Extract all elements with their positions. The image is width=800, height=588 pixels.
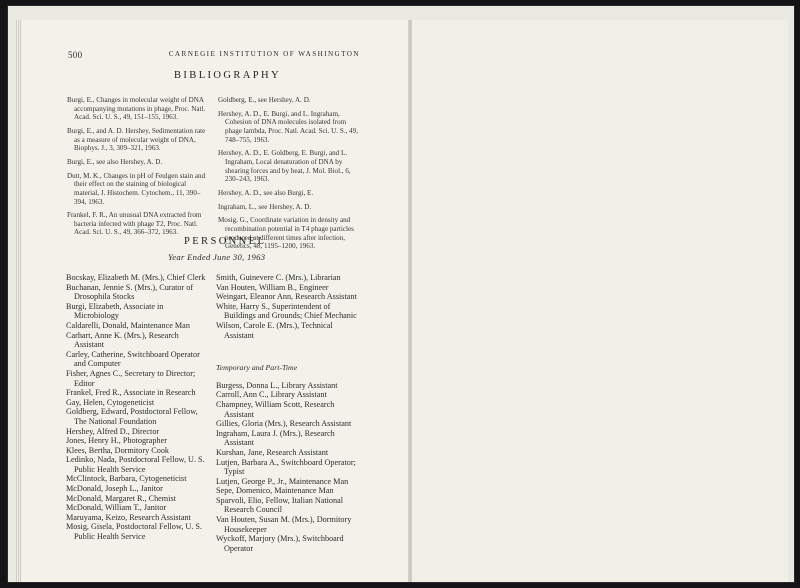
personnel-entry: Goldberg, Edward, Postdoctoral Fellow, The National Foundation bbox=[66, 407, 198, 426]
bibliography-heading: BIBLIOGRAPHY bbox=[174, 70, 281, 81]
bibliography-entry: Goldberg, E., see Hershey, A. D. bbox=[218, 96, 311, 104]
personnel-entry: Jones, Henry H., Photographer bbox=[66, 436, 167, 446]
personnel-entry: Lutjen, Barbara A., Switchboard Operator; Typist bbox=[216, 457, 356, 477]
bibliography-entry: Hershey, A. D., see also Burgi, E. bbox=[218, 188, 314, 197]
personnel-entry: Smith, Guinevere C. (Mrs.), Librarian bbox=[216, 273, 341, 282]
bibliography-entry: Hershey, A. D., E. Goldberg, E. Burgi, and L. Ingraham, Local denaturation of DNA by shearing forces and by heat, J. Mol. Biol., 6, 230–243, 1963. bbox=[218, 149, 351, 184]
bibliography-entry: Mosig, G., Coordinate variation in density and recombination potential in T4 phage particles produced at different times after infection, Genetics, 48, 1195–1200, 1963. bbox=[218, 216, 354, 251]
personnel-entry: Wilson, Carole E. (Mrs.), Technical Assistant bbox=[216, 320, 333, 340]
right-page-blank bbox=[412, 20, 788, 582]
personnel-entry: Lutjen, George P., Jr., Maintenance Man bbox=[216, 476, 349, 486]
personnel-entry: Champney, William Scott, Research Assistant bbox=[216, 399, 335, 419]
personnel-entry: Ingraham, Laura J. (Mrs.), Research Assistant bbox=[216, 428, 335, 448]
personnel-entry: Ledinko, Nada, Postdoctoral Fellow, U. S. Public Health Service bbox=[66, 455, 205, 474]
personnel-entry: McDonald, Margaret R., Chemist bbox=[66, 493, 176, 503]
personnel-entry: Bocskay, Elizabeth M. (Mrs.), Chief Clerk bbox=[66, 273, 206, 282]
personnel-entry: Van Houten, Susan M. (Mrs.), Dormitory Housekeeper bbox=[216, 515, 352, 534]
personnel-entry: Burgi, Elizabeth, Associate in Microbiology bbox=[66, 301, 164, 321]
personnel-entry: Mosig, Gisela, Postdoctoral Fellow, U. S. Public Health Service bbox=[66, 522, 202, 542]
personnel-entry: Gillies, Gloria (Mrs.), Research Assistant bbox=[216, 419, 352, 429]
personnel-column-right bbox=[216, 273, 361, 553]
personnel-entry: Gay, Helen, Cytogeneticist bbox=[66, 397, 155, 407]
bibliography-entry: Burgi, E., see also Hershey, A. D. bbox=[67, 157, 163, 166]
personnel-entry: Fisher, Agnes C., Secretary to Director; Editor bbox=[66, 368, 196, 388]
bibliography-entry: Frankel, F. R., An unusual DNA extracted from bacteria infected with phage T2, Proc. Natl. Acad. Sci. U. S., 49, 366–372, 1963. bbox=[67, 211, 202, 237]
bibliography-entry: Burgi, E., Changes in molecular weight of DNA accompanying mutations in phage, Proc. Natl. Acad. Sci. U. S., 49, 151–155, 1963. bbox=[67, 96, 206, 122]
personnel-entry: Maruyama, Keizo, Research Assistant bbox=[66, 512, 191, 522]
personnel-entry: Sepe, Domenico, Maintenance Man bbox=[216, 486, 334, 496]
bibliography-column-left bbox=[67, 96, 209, 242]
personnel-entry: Frankel, Fred R., Associate in Research bbox=[66, 388, 196, 398]
personnel-entry: Klees, Bertha, Dormitory Cook bbox=[66, 445, 170, 455]
bibliography-entry: Hershey, A. D., E. Burgi, and L. Ingraham, Cohesion of DNA molecules isolated from phage lambda, Proc. Natl. Acad. Sci. U. S., 49, 748–755, 1963. bbox=[218, 109, 358, 144]
page-number: 500 bbox=[68, 50, 83, 60]
personnel-entry: Wyckoff, Marjory (Mrs.), Switchboard Operator bbox=[216, 534, 344, 553]
temporary-staff-list bbox=[216, 381, 361, 554]
personnel-entry: McDonald, William T., Janitor bbox=[66, 503, 167, 513]
personnel-entry: McDonald, Joseph L., Janitor bbox=[66, 484, 163, 494]
personnel-entry: Carley, Catherine, Switchboard Operator and Computer bbox=[66, 349, 200, 369]
bibliography-column-right bbox=[218, 96, 360, 256]
personnel-column-left bbox=[66, 273, 210, 542]
bibliography-entry: Ingraham, L., see Hershey, A. D. bbox=[218, 202, 312, 211]
personnel-entry: Van Houten, William B., Engineer bbox=[216, 282, 329, 292]
personnel-entry: Weingart, Eleanor Ann, Research Assistant bbox=[216, 292, 357, 302]
staff-list-continued bbox=[216, 273, 361, 340]
temporary-heading: Temporary and Part-Time bbox=[216, 363, 298, 373]
personnel-entry: Carhart, Anne K. (Mrs.), Research Assistant bbox=[66, 330, 179, 350]
personnel-entry: McClintock, Barbara, Cytogeneticist bbox=[66, 474, 187, 484]
personnel-entry: Carroll, Ann C., Library Assistant bbox=[216, 390, 327, 400]
bibliography-entry: Burgi, E., and A. D. Hershey, Sedimentation rate as a measure of molecular weight of DNA, Biophys. J., 3, 309–321, 1963. bbox=[67, 126, 206, 153]
personnel-entry: Buchanan, Jennie S. (Mrs.), Curator of Drosophila Stocks bbox=[66, 282, 194, 302]
personnel-entry: Burgess, Donna L., Library Assistant bbox=[216, 380, 338, 390]
personnel-heading: PERSONNEL bbox=[184, 236, 267, 247]
personnel-entry: Hershey, Alfred D., Director bbox=[66, 426, 160, 436]
personnel-subheading: Year Ended June 30, 1963 bbox=[168, 252, 266, 262]
personnel-entry: Kurshan, Jane, Research Assistant bbox=[216, 447, 329, 457]
personnel-entry: Caldarelli, Donald, Maintenance Man bbox=[66, 320, 190, 330]
personnel-entry: White, Harry S., Superintendent of Buildings and Grounds; Chief Mechanic bbox=[216, 301, 357, 321]
bibliography-entry: Dutt, M. K., Changes in pH of Feulgen stain and their effect on the staining of biological material, J. Histochem. Cytochem., 11, 390–394, 1963. bbox=[67, 171, 206, 206]
personnel-entry: Sparvoli, Elio, Fellow, Italian National Research Council bbox=[216, 495, 344, 515]
running-title: CARNEGIE INSTITUTION OF WASHINGTON bbox=[168, 50, 360, 58]
